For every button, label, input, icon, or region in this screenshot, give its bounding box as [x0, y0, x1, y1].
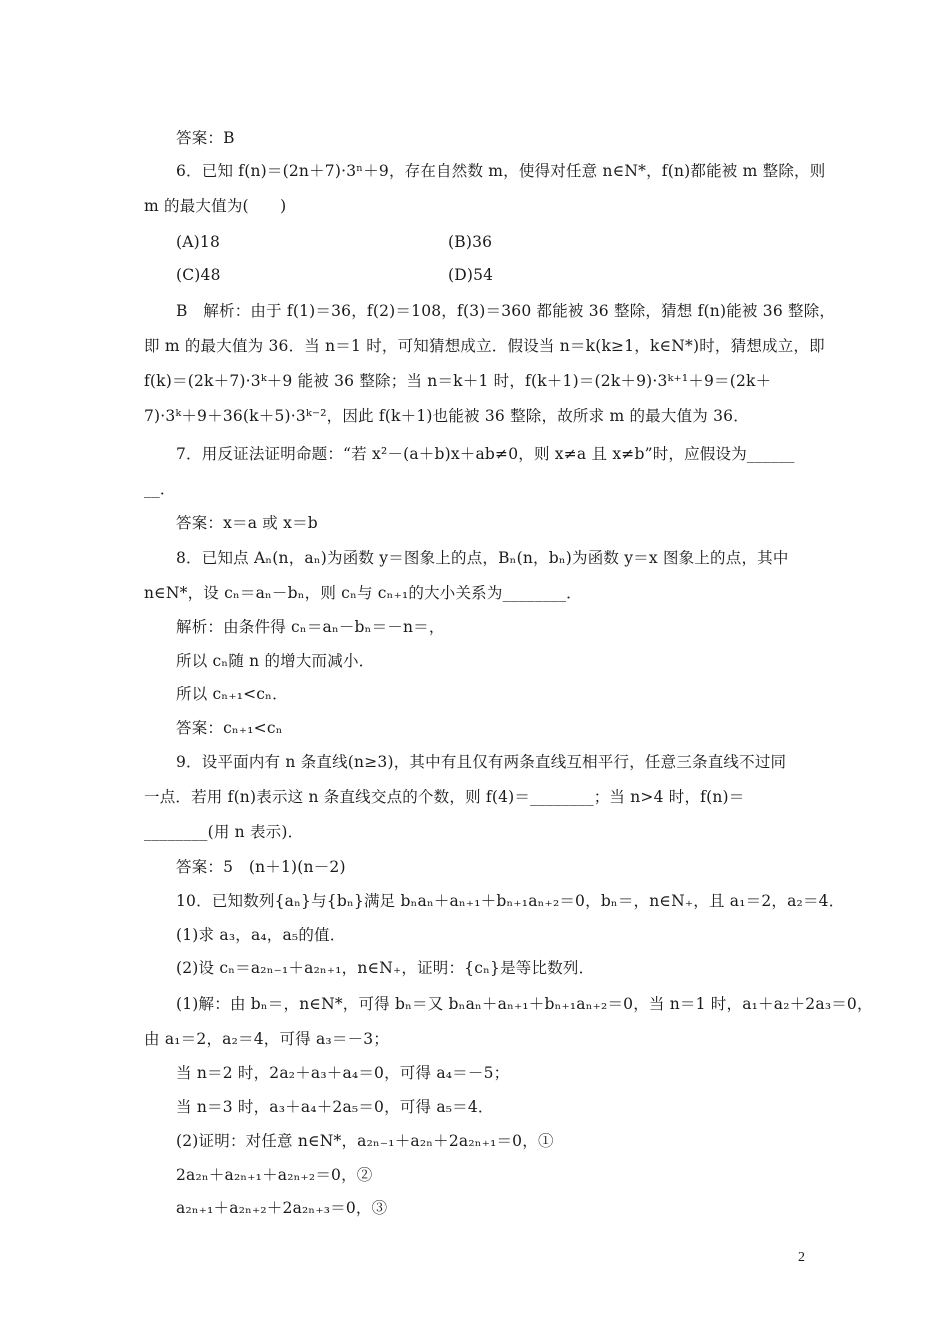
solution-10-line-5: (2)证明：对任意 n∈N*，a₂ₙ₋₁＋a₂ₙ＋2a₂ₙ₊₁＝0，①: [176, 1132, 554, 1150]
solution-8-line-3: 所以 cₙ₊₁<cₙ．: [176, 685, 288, 703]
problem-6-line-1: 6．已知 f(n)＝(2n＋7)·3ⁿ＋9，存在自然数 m，使得对任意 n∈N*，f(n)都能被 m 整除，则: [176, 162, 826, 180]
problem-7-line-2: __．: [144, 480, 176, 498]
page-number: 2: [798, 1250, 805, 1265]
solution-10-line-2: 由 a₁＝2，a₂＝4，可得 a₃＝－3；: [144, 1030, 390, 1048]
problem-6-line-2: m 的最大值为( ): [144, 197, 287, 215]
answer-8: 答案：cₙ₊₁<cₙ: [176, 719, 283, 737]
problem-9-line-2: 一点．若用 f(n)表示这 n 条直线交点的个数，则 f(4)＝________；当 n>4 时，f(n)＝: [144, 788, 745, 806]
solution-10-line-3: 当 n＝2 时，2a₂＋a₃＋a₄＝0，可得 a₄＝－5；: [176, 1064, 510, 1082]
problem-9-line-1: 9．设平面内有 n 条直线(n≥3)，其中有且仅有两条直线互相平行，任意三条直线不过同: [176, 753, 787, 771]
problem-10-part-1: (1)求 a₃，a₄，a₅的值．: [176, 926, 346, 944]
option-b: (B)36: [448, 233, 493, 251]
problem-7-line-1: 7．用反证法证明命题：“若 x²－(a＋b)x＋ab≠0，则 x≠a 且 x≠b”时，应假设为______: [176, 445, 795, 463]
answer-9: 答案：5 (n＋1)(n－2): [176, 858, 346, 876]
option-a: (A)18: [176, 233, 221, 251]
solution-10-line-7: a₂ₙ₊₁＋a₂ₙ₊₂＋2a₂ₙ₊₃＝0，③: [176, 1199, 388, 1217]
answer-5: 答案：B: [176, 129, 235, 147]
problem-10-line-1: 10．已知数列{aₙ}与{bₙ}满足 bₙaₙ＋aₙ₊₁＋bₙ₊₁aₙ₊₂＝0，bₙ＝，n∈N₊，且 a₁＝2，a₂＝4．: [176, 892, 845, 910]
solution-8-line-1: 解析：由条件得 cₙ＝aₙ－bₙ＝－n＝，: [176, 618, 445, 636]
problem-8-line-2: n∈N*，设 cₙ＝aₙ－bₙ，则 cₙ与 cₙ₊₁的大小关系为________．: [144, 584, 582, 602]
problem-10-part-2: (2)设 cₙ＝a₂ₙ₋₁＋a₂ₙ₊₁，n∈N₊，证明：{cₙ}是等比数列．: [176, 959, 595, 977]
answer-7: 答案：x＝a 或 x＝b: [176, 514, 318, 532]
solution-8-line-2: 所以 cₙ随 n 的增大而减小．: [176, 652, 375, 670]
solution-10-line-1: (1)解：由 bₙ＝，n∈N*，可得 bₙ＝又 bₙaₙ＋aₙ₊₁＋bₙ₊₁aₙ₊₂＝0，当 n＝1 时，a₁＋a₂＋2a₃＝0，: [176, 995, 873, 1013]
solution-6-line-1: B 解析：由于 f(1)＝36，f(2)＝108，f(3)＝360 都能被 36 整除，猜想 f(n)能被 36 整除，: [176, 302, 836, 320]
option-d: (D)54: [448, 266, 494, 284]
solution-10-line-4: 当 n＝3 时，a₃＋a₄＋2a₅＝0，可得 a₅＝4．: [176, 1098, 494, 1116]
solution-6-line-4: 7)·3ᵏ＋9＋36(k＋5)·3ᵏ⁻²，因此 f(k＋1)也能被 36 整除，故所求 m 的最大值为 36．: [144, 407, 749, 425]
solution-10-line-6: 2a₂ₙ＋a₂ₙ₊₁＋a₂ₙ₊₂＝0，②: [176, 1166, 373, 1184]
option-c: (C)48: [176, 266, 221, 284]
solution-6-line-3: f(k)＝(2k＋7)·3ᵏ＋9 能被 36 整除；当 n＝k＋1 时，f(k＋1)＝(2k＋9)·3ᵏ⁺¹＋9＝(2k＋: [144, 372, 772, 390]
problem-8-line-1: 8．已知点 Aₙ(n，aₙ)为函数 y＝图象上的点，Bₙ(n，bₙ)为函数 y＝x 图象上的点，其中: [176, 549, 789, 567]
problem-9-line-3: ________(用 n 表示)．: [144, 823, 304, 841]
solution-6-line-2: 即 m 的最大值为 36．当 n＝1 时，可知猜想成立．假设当 n＝k(k≥1，k∈N*)时，猜想成立，即: [144, 337, 825, 355]
